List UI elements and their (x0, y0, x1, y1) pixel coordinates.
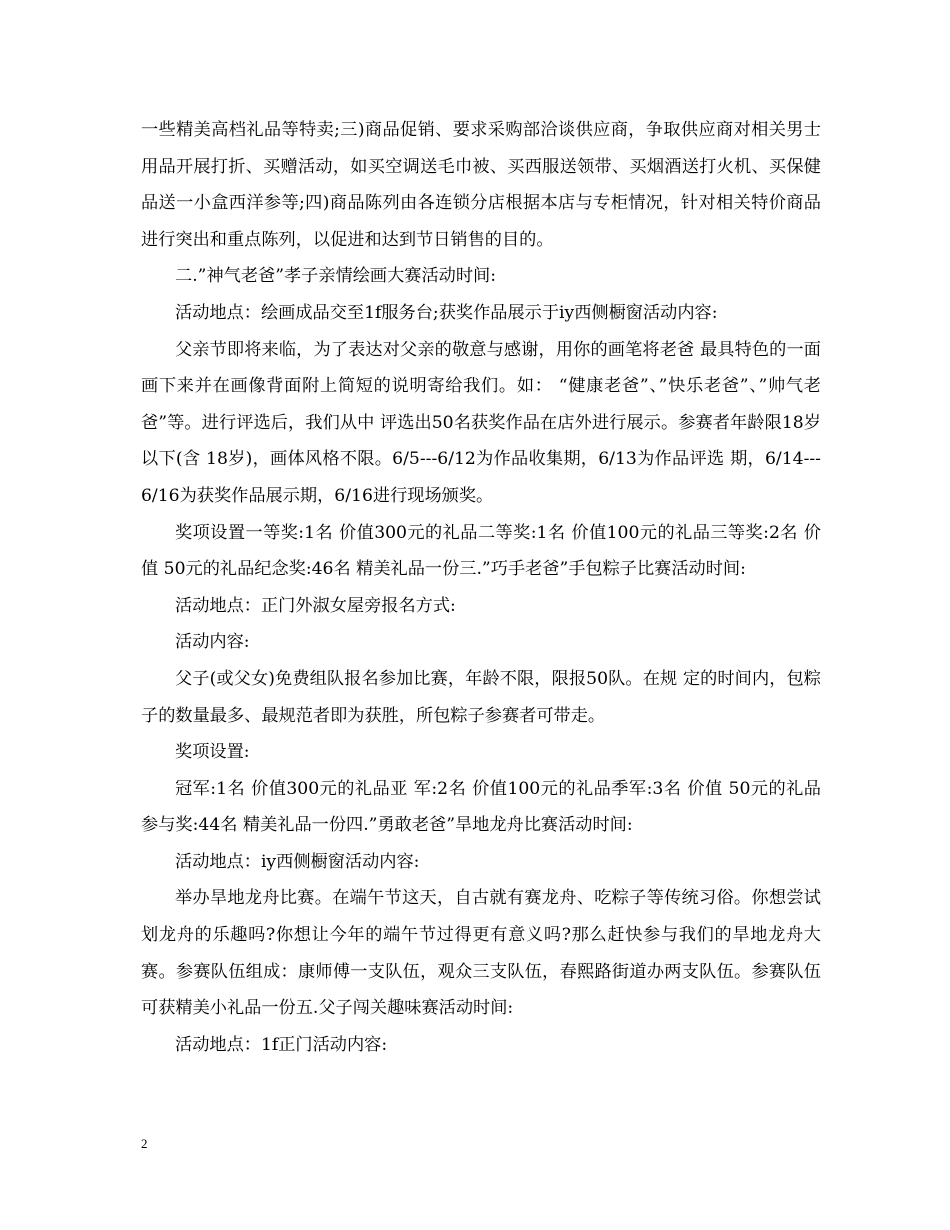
paragraph-challenge-location: 活动地点：1f正门活动内容: (175, 1034, 388, 1055)
page-body (141, 112, 821, 1063)
paragraph-painting-prizes: 奖项设置一等奖:1名 价值300元的礼品二等奖:1名 价值100元的礼品三等奖:2名 价值 50元的礼品纪念奖:46名 精美礼品一份三.”巧手老爸”手包粽子比赛活动时间: (141, 522, 821, 580)
paragraph-painting-content: 父亲节即将来临，为了表达对父亲的敬意与感谢，用你的画笔将老爸 最具特色的一面画下来并在画像背面附上简短的说明寄给我们。如： “健康老爸”、”快乐老爸”、”帅气老爸”等。进行评选后，我们从中 评选出50名获奖作品在店外进行展示。参赛者年龄限18岁以下(含 18岁)，画体风格不限。6/5---6/12为作品收集期，6/13为作品评选 期，6/14---6/16为获奖作品展示期，6/16进行现场颁奖。 (141, 339, 821, 506)
heading-zongzi-prizes: 奖项设置: (175, 742, 250, 763)
paragraph-zongzi-content: 父子(或父女)免费组队报名参加比赛，年龄不限，限报50队。在规 定的时间内，包粽子的数量最多、最规范者即为获胜，所包粽子参赛者可带走。 (141, 668, 821, 726)
paragraph-painting-location: 活动地点：绘画成品交至1f服务台;获奖作品展示于iy西侧橱窗活动内容: (175, 302, 718, 323)
paragraph-dragon-boat-location: 活动地点：iy西侧橱窗活动内容: (175, 851, 420, 872)
heading-painting-contest: 二.”神气老爸”孝子亲情绘画大赛活动时间: (175, 266, 497, 287)
page-number: 2 (141, 1136, 148, 1151)
heading-zongzi-content: 活动内容: (175, 632, 250, 653)
paragraph-dragon-boat-content: 举办旱地龙舟比赛。在端午节这天，自古就有赛龙舟、吃粽子等传统习俗。你想尝试划龙舟的乐趣吗?你想让今年的端午节过得更有意义吗?那么赶快参与我们的旱地龙舟大赛。参赛队伍组成：康师傅一支队伍，观众三支队伍，春熙路街道办两支队伍。参赛队伍可获精美小礼品一份五.父子闯关趣味赛活动时间: (141, 888, 821, 1019)
paragraph-zongzi-location: 活动地点：正门外淑女屋旁报名方式: (175, 595, 456, 616)
paragraph-zongzi-prizes: 冠军:1名 价值300元的礼品亚 军:2名 价值100元的礼品季军:3名 价值 50元的礼品参与奖:44名 精美礼品一份四.”勇敢老爸”旱地龙舟比赛活动时间: (141, 778, 821, 836)
paragraph-promotion-continuation: 一些精美高档礼品等特卖;三)商品促销、要求采购部洽谈供应商，争取供应商对相关男士用品开展打折、买赠活动，如买空调送毛巾被、买西服送领带、买烟酒送打火机、买保健品送一小盒西洋参等;四)商品陈列由各连锁分店根据本店与专柜情况，针对相关特价商品进行突出和重点陈列，以促进和达到节日销售的目的。 (141, 120, 821, 250)
